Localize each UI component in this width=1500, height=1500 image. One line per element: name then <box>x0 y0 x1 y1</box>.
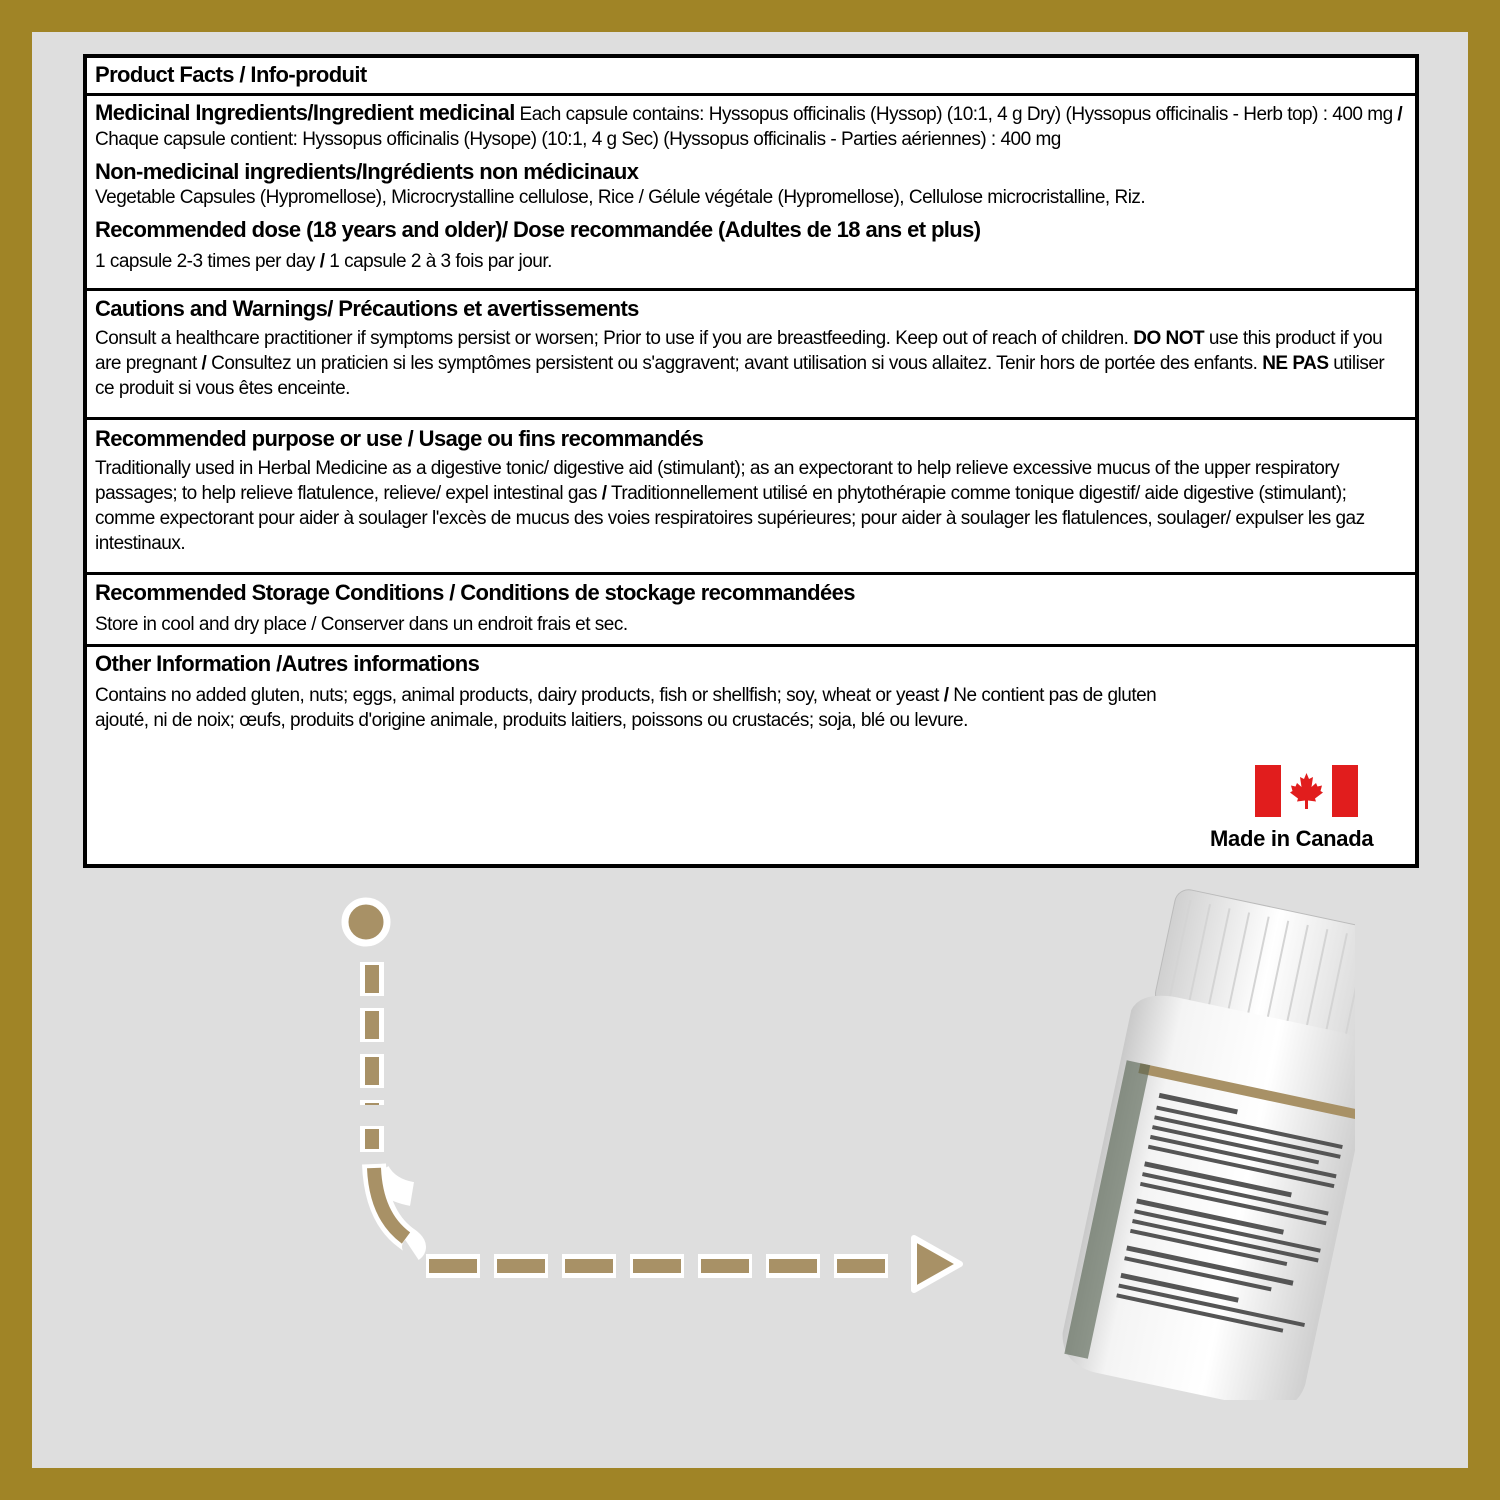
dose-text-fr: 1 capsule 2 à 3 fois par jour. <box>324 251 552 272</box>
other-text-fr: Ne contient pas de gluten ajouté, ni de noix; œufs, produits d'origine animale, produits laitiers, poissons ou crustacés; soja, blé ou levure. <box>95 685 1157 731</box>
purpose-text <box>95 456 1407 556</box>
label-title-row <box>87 58 1415 96</box>
medicinal-sep: / <box>1397 104 1403 125</box>
storage-text: Store in cool and dry place / Conserver dans un endroit frais et sec. <box>95 614 628 635</box>
cautions-text-a: Consult a healthcare practitioner if symptoms persist or worsen; Prior to use if you are breastfeeding. Keep out of reach of children. <box>95 328 1134 349</box>
nonmedicinal-text: Vegetable Capsules (Hypromellose), Microcrystalline cellulose, Rice / Gélule végétale (Hypromellose), Cellulose microcristalline, Riz. <box>95 187 1146 208</box>
purpose-text-fr: Traditionnellement utilisé en phytothérapie comme tonique digestif/ aide digestive (stimulant); comme expectorant pour aider à soulager l'excès de mucus des voies respiratoires supérieures; pour aider à soulager les flatulences, soulager/ expulser les gaz intestinaux. <box>95 483 1365 554</box>
made-in-canada-text: Made in Canada <box>1210 826 1374 851</box>
other-text <box>95 683 1195 733</box>
cautions-text-c: Consultez un praticien si les symptômes persistent ou s'aggravent; avant utilisation si vous allaitez. Tenir hors de portée des enfants. <box>206 353 1263 374</box>
cautions-text-d: utiliser ce produit si vous êtes enceinte. <box>95 353 1385 399</box>
cautions-bold-b: NE PAS <box>1262 353 1329 374</box>
purpose-text-en: Traditionally used in Herbal Medicine as a digestive tonic/ digestive aid (stimulant); as an expectorant to help relieve excessive mucus of the upper respiratory passages; to help relieve flatulence, relieve/ expel intestinal gas <box>95 458 1340 504</box>
cautions-heading: Cautions and Warnings/ Précautions et avertissements <box>95 296 639 321</box>
medicinal-text-fr: Chaque capsule contient: Hyssopus officinalis (Hysope) (10:1, 4 g Sec) (Hyssopus officinalis - Parties aériennes) : 400 mg <box>95 129 1061 150</box>
medicinal-ingredients <box>95 100 1407 152</box>
dashed-arrow-icon <box>330 890 990 1105</box>
dose-text <box>95 249 1407 274</box>
ingredients-section <box>87 96 1415 288</box>
other-heading: Other Information /Autres informations <box>95 651 480 676</box>
other-text-en: Contains no added gluten, nuts; eggs, animal products, dairy products, fish or shellfish; soy, wheat or yeast <box>95 685 944 706</box>
dashed-arrow-bottom-icon <box>330 1120 990 1450</box>
cautions-section <box>87 290 1415 420</box>
medicinal-heading: Medicinal Ingredients/Ingredient medicinal <box>95 100 515 125</box>
other-sep: / <box>943 685 949 706</box>
cautions-bold-a: DO NOT <box>1133 328 1205 349</box>
storage-section <box>87 575 1415 647</box>
storage-heading: Recommended Storage Conditions / Conditions de stockage recommandées <box>95 580 855 605</box>
cautions-text <box>95 326 1407 401</box>
purpose-heading: Recommended purpose or use / Usage ou fins recommandés <box>95 426 704 451</box>
label-title: Product Facts / Info-produit <box>95 62 367 87</box>
purpose-section <box>87 420 1415 575</box>
canada-flag-icon <box>1255 765 1358 817</box>
dose-heading: Recommended dose (18 years and older)/ Dose recommandée (Adultes de 18 ans et plus) <box>95 217 981 242</box>
cautions-text-b: use this product if you are pregnant <box>95 328 1383 374</box>
dose-text-en: 1 capsule 2-3 times per day <box>95 251 320 272</box>
supplement-bottle-image <box>975 880 1355 1400</box>
dose-sep: / <box>319 251 325 272</box>
cautions-sep: / <box>201 353 207 374</box>
medicinal-text-en: Each capsule contains: Hyssopus officinalis (Hyssop) (10:1, 4 g Dry) (Hyssopus officinalis - Herb top) : 400 mg <box>514 104 1398 125</box>
purpose-sep: / <box>601 483 607 504</box>
product-facts-label <box>83 54 1419 868</box>
nonmedicinal-heading: Non-medicinal ingredients/Ingrédients non médicinaux <box>95 159 639 184</box>
